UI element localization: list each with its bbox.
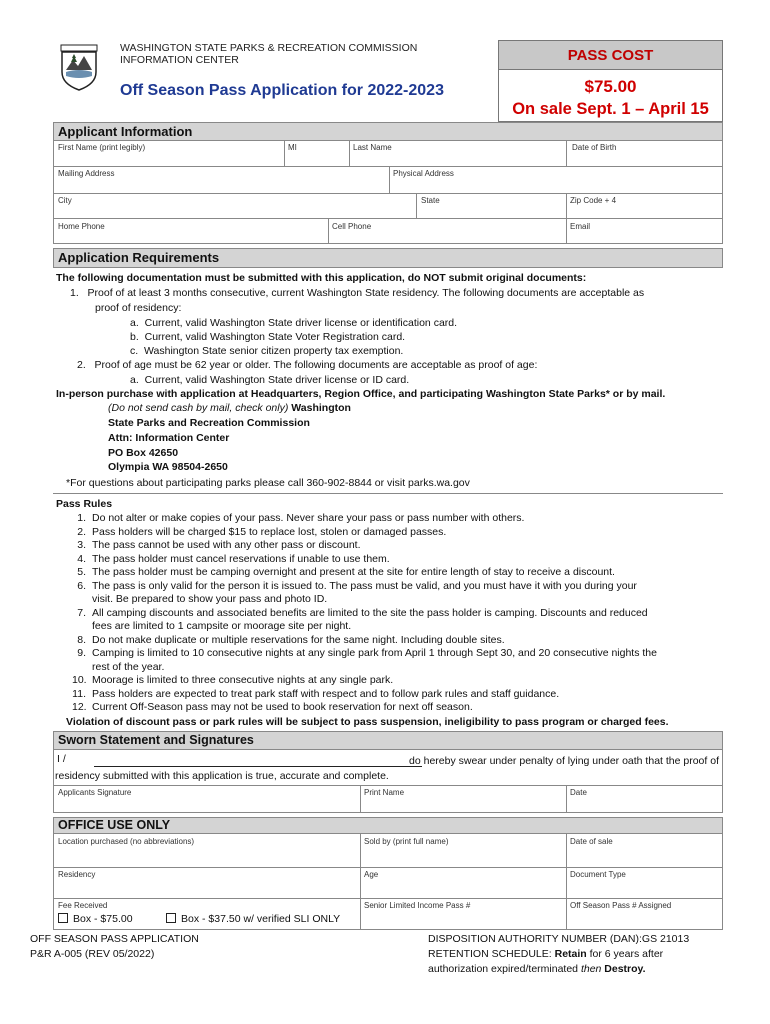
- physical-address-field[interactable]: Physical Address: [393, 169, 454, 178]
- checkbox-37-50[interactable]: [166, 913, 176, 923]
- pass-rule-item: 12. Current Off-Season pass may not be used to book reservation for next off season.: [72, 701, 473, 713]
- requirements-intro: The following documentation must be submitted with this application, do NOT submit original documents:: [56, 272, 587, 284]
- applicant-info-heading: Applicant Information: [53, 122, 723, 141]
- city-field[interactable]: City: [58, 196, 72, 205]
- pass-rule-item-cont: rest of the year.: [92, 660, 165, 673]
- pass-rule-item: 6. The pass is only valid for the person it is issued to. The pass must be valid, and you must have it with you during your: [77, 579, 637, 592]
- state-field[interactable]: State: [421, 196, 440, 205]
- cell-phone-field[interactable]: Cell Phone: [332, 222, 372, 231]
- org-line-1: WASHINGTON STATE PARKS & RECREATION COMMISSION: [120, 42, 418, 54]
- retention-schedule-cont: authorization expired/terminated then Destroy.: [428, 963, 646, 975]
- requirement-item-1: 1. Proof of at least 3 months consecutive, current Washington State residency. The following documents are acceptable as: [70, 287, 645, 299]
- zip-code-field[interactable]: Zip Code + 4: [570, 196, 617, 205]
- age-field[interactable]: Age: [364, 870, 379, 879]
- office-use-heading: OFFICE USE ONLY: [53, 817, 723, 834]
- signature-date-field[interactable]: Date: [570, 788, 587, 797]
- page-title: Off Season Pass Application for 2022-2023: [120, 82, 444, 99]
- org-line-2: INFORMATION CENTER: [120, 54, 239, 66]
- requirement-sub-a: a. Current, valid Washington State driver license or identification card.: [130, 317, 458, 329]
- requirement-item-1-cont: proof of residency:: [95, 302, 182, 314]
- first-name-field[interactable]: First Name (print legibly): [58, 143, 146, 152]
- pass-rule-item-cont: visit. Be prepared to show your pass and photo ID.: [92, 593, 328, 605]
- pass-rule-item: 11. Pass holders are expected to treat park staff with respect and to follow park rules and staff guidance.: [72, 687, 560, 700]
- senior-limited-income-pass-field[interactable]: Senior Limited Income Pass #: [364, 901, 471, 910]
- pass-rules-heading: Pass Rules: [56, 498, 113, 510]
- pass-rule-item: 1. Do not alter or make copies of your pass. Never share your pass or pass number with others.: [77, 512, 525, 524]
- pass-rule-item: 4. The pass holder must cancel reservations if unable to use them.: [77, 552, 390, 565]
- requirements-heading: Application Requirements: [53, 248, 723, 268]
- in-person-purchase: In-person purchase with application at Headquarters, Region Office, and participating Washington State Parks* or by mail.: [56, 388, 666, 400]
- requirement-item-2: 2. Proof of age must be 62 year or older. The following documents are acceptable as proof of age:: [77, 359, 538, 371]
- location-purchased-field[interactable]: Location purchased (no abbreviations): [58, 837, 195, 846]
- print-name-field[interactable]: Print Name: [364, 788, 405, 797]
- pass-cost-price: $75.00: [584, 77, 637, 96]
- pass-rules-list: [72, 512, 722, 715]
- form-name: OFF SEASON PASS APPLICATION: [30, 933, 199, 945]
- mailing-address-block: (Do not send cash by mail, check only) Washington: [108, 402, 351, 414]
- date-of-sale-field[interactable]: Date of sale: [570, 837, 613, 846]
- date-of-birth-field[interactable]: Date of Birth: [572, 143, 617, 152]
- fee-box-37-50[interactable]: Box - $37.50 w/ verified SLI ONLY: [166, 913, 340, 927]
- residency-field[interactable]: Residency: [58, 870, 96, 879]
- pass-rule-item: 5. The pass holder must be camping overnight and present at the site for entire length of stay to receive a discount.: [77, 566, 615, 578]
- applicant-info-grid: [53, 141, 723, 244]
- form-number: P&R A-005 (REV 05/2022): [30, 948, 155, 960]
- disposition-authority: DISPOSITION AUTHORITY NUMBER (DAN):GS 21013: [428, 933, 690, 945]
- pass-cost-box: [498, 40, 723, 122]
- pass-sale-dates: On sale Sept. 1 – April 15: [512, 100, 709, 118]
- fee-box-75[interactable]: Box - $75.00: [58, 913, 133, 927]
- applicant-signature-field[interactable]: Applicants Signature: [58, 788, 132, 797]
- address-line-2: State Parks and Recreation Commission: [108, 417, 310, 429]
- checkbox-75[interactable]: [58, 913, 68, 923]
- requirement-2-sub-a: a. Current, valid Washington State driver license or ID card.: [130, 374, 410, 386]
- mi-field[interactable]: MI: [288, 143, 297, 152]
- pass-rule-item: 7. All camping discounts and associated benefits are limited to the site the pass holder is camping. Discounts and reduced: [77, 606, 648, 619]
- questions-note: *For questions about participating parks please call 360-902-8844 or visit parks.wa.gov: [66, 477, 470, 489]
- mailing-address-field[interactable]: Mailing Address: [58, 169, 115, 178]
- washington-state-parks-logo-icon: [58, 42, 100, 92]
- organization-name: [120, 42, 417, 66]
- office-use-grid: [53, 834, 723, 930]
- pass-rule-item: 9. Camping is limited to 10 consecutive nights at any single park from April 1 through Sept 30, and 20 consecutive nights the: [77, 647, 657, 659]
- retention-schedule: RETENTION SCHEDULE: Retain for 6 years after: [428, 948, 664, 960]
- off-season-pass-assigned-field[interactable]: Off Season Pass # Assigned: [570, 901, 672, 910]
- pass-rule-item-cont: fees are limited to 1 campsite or moorage site per night.: [92, 620, 352, 632]
- pass-rule-item: 3. The pass cannot be used with any other pass or discount.: [77, 539, 361, 551]
- sworn-statement-heading: Sworn Statement and Signatures: [53, 731, 723, 750]
- fee-received-label: Fee Received: [58, 901, 108, 910]
- footer-left: [30, 932, 199, 962]
- home-phone-field[interactable]: Home Phone: [58, 222, 105, 231]
- email-field[interactable]: Email: [570, 222, 591, 231]
- document-type-field[interactable]: Document Type: [570, 870, 626, 879]
- sworn-text-2: residency submitted with this application is true, accurate and complete.: [55, 770, 389, 782]
- pass-rule-item: 8. Do not make duplicate or multiple reservations for the same night. Including double sites.: [77, 633, 505, 646]
- divider: [53, 493, 723, 494]
- last-name-field[interactable]: Last Name: [353, 143, 392, 152]
- requirement-sub-c: c. Washington State senior citizen property tax exemption.: [130, 345, 404, 357]
- address-line-5: Olympia WA 98504-2650: [108, 461, 228, 473]
- address-line-4: PO Box 42650: [108, 447, 179, 459]
- sold-by-field[interactable]: Sold by (print full name): [364, 837, 449, 846]
- sworn-i-label: I /: [57, 753, 66, 765]
- pass-rule-item: 2. Pass holders will be charged $15 to replace lost, stolen or damaged passes.: [77, 525, 447, 538]
- sworn-text: do hereby swear under penalty of lying under oath that the proof of: [409, 755, 719, 767]
- address-line-3: Attn: Information Center: [108, 432, 230, 444]
- footer-right: [428, 932, 689, 977]
- violation-statement: Violation of discount pass or park rules will be subject to pass suspension, ineligibility to pass program or charged fees.: [66, 716, 669, 728]
- pass-cost-heading: PASS COST: [499, 41, 722, 70]
- sworn-name-line[interactable]: [94, 766, 422, 767]
- requirement-sub-b: b. Current, valid Washington State Voter Registration card.: [130, 331, 406, 343]
- pass-rule-item: 10. Moorage is limited to three consecutive nights at any single park.: [72, 674, 394, 686]
- sworn-statement-box: [53, 750, 723, 813]
